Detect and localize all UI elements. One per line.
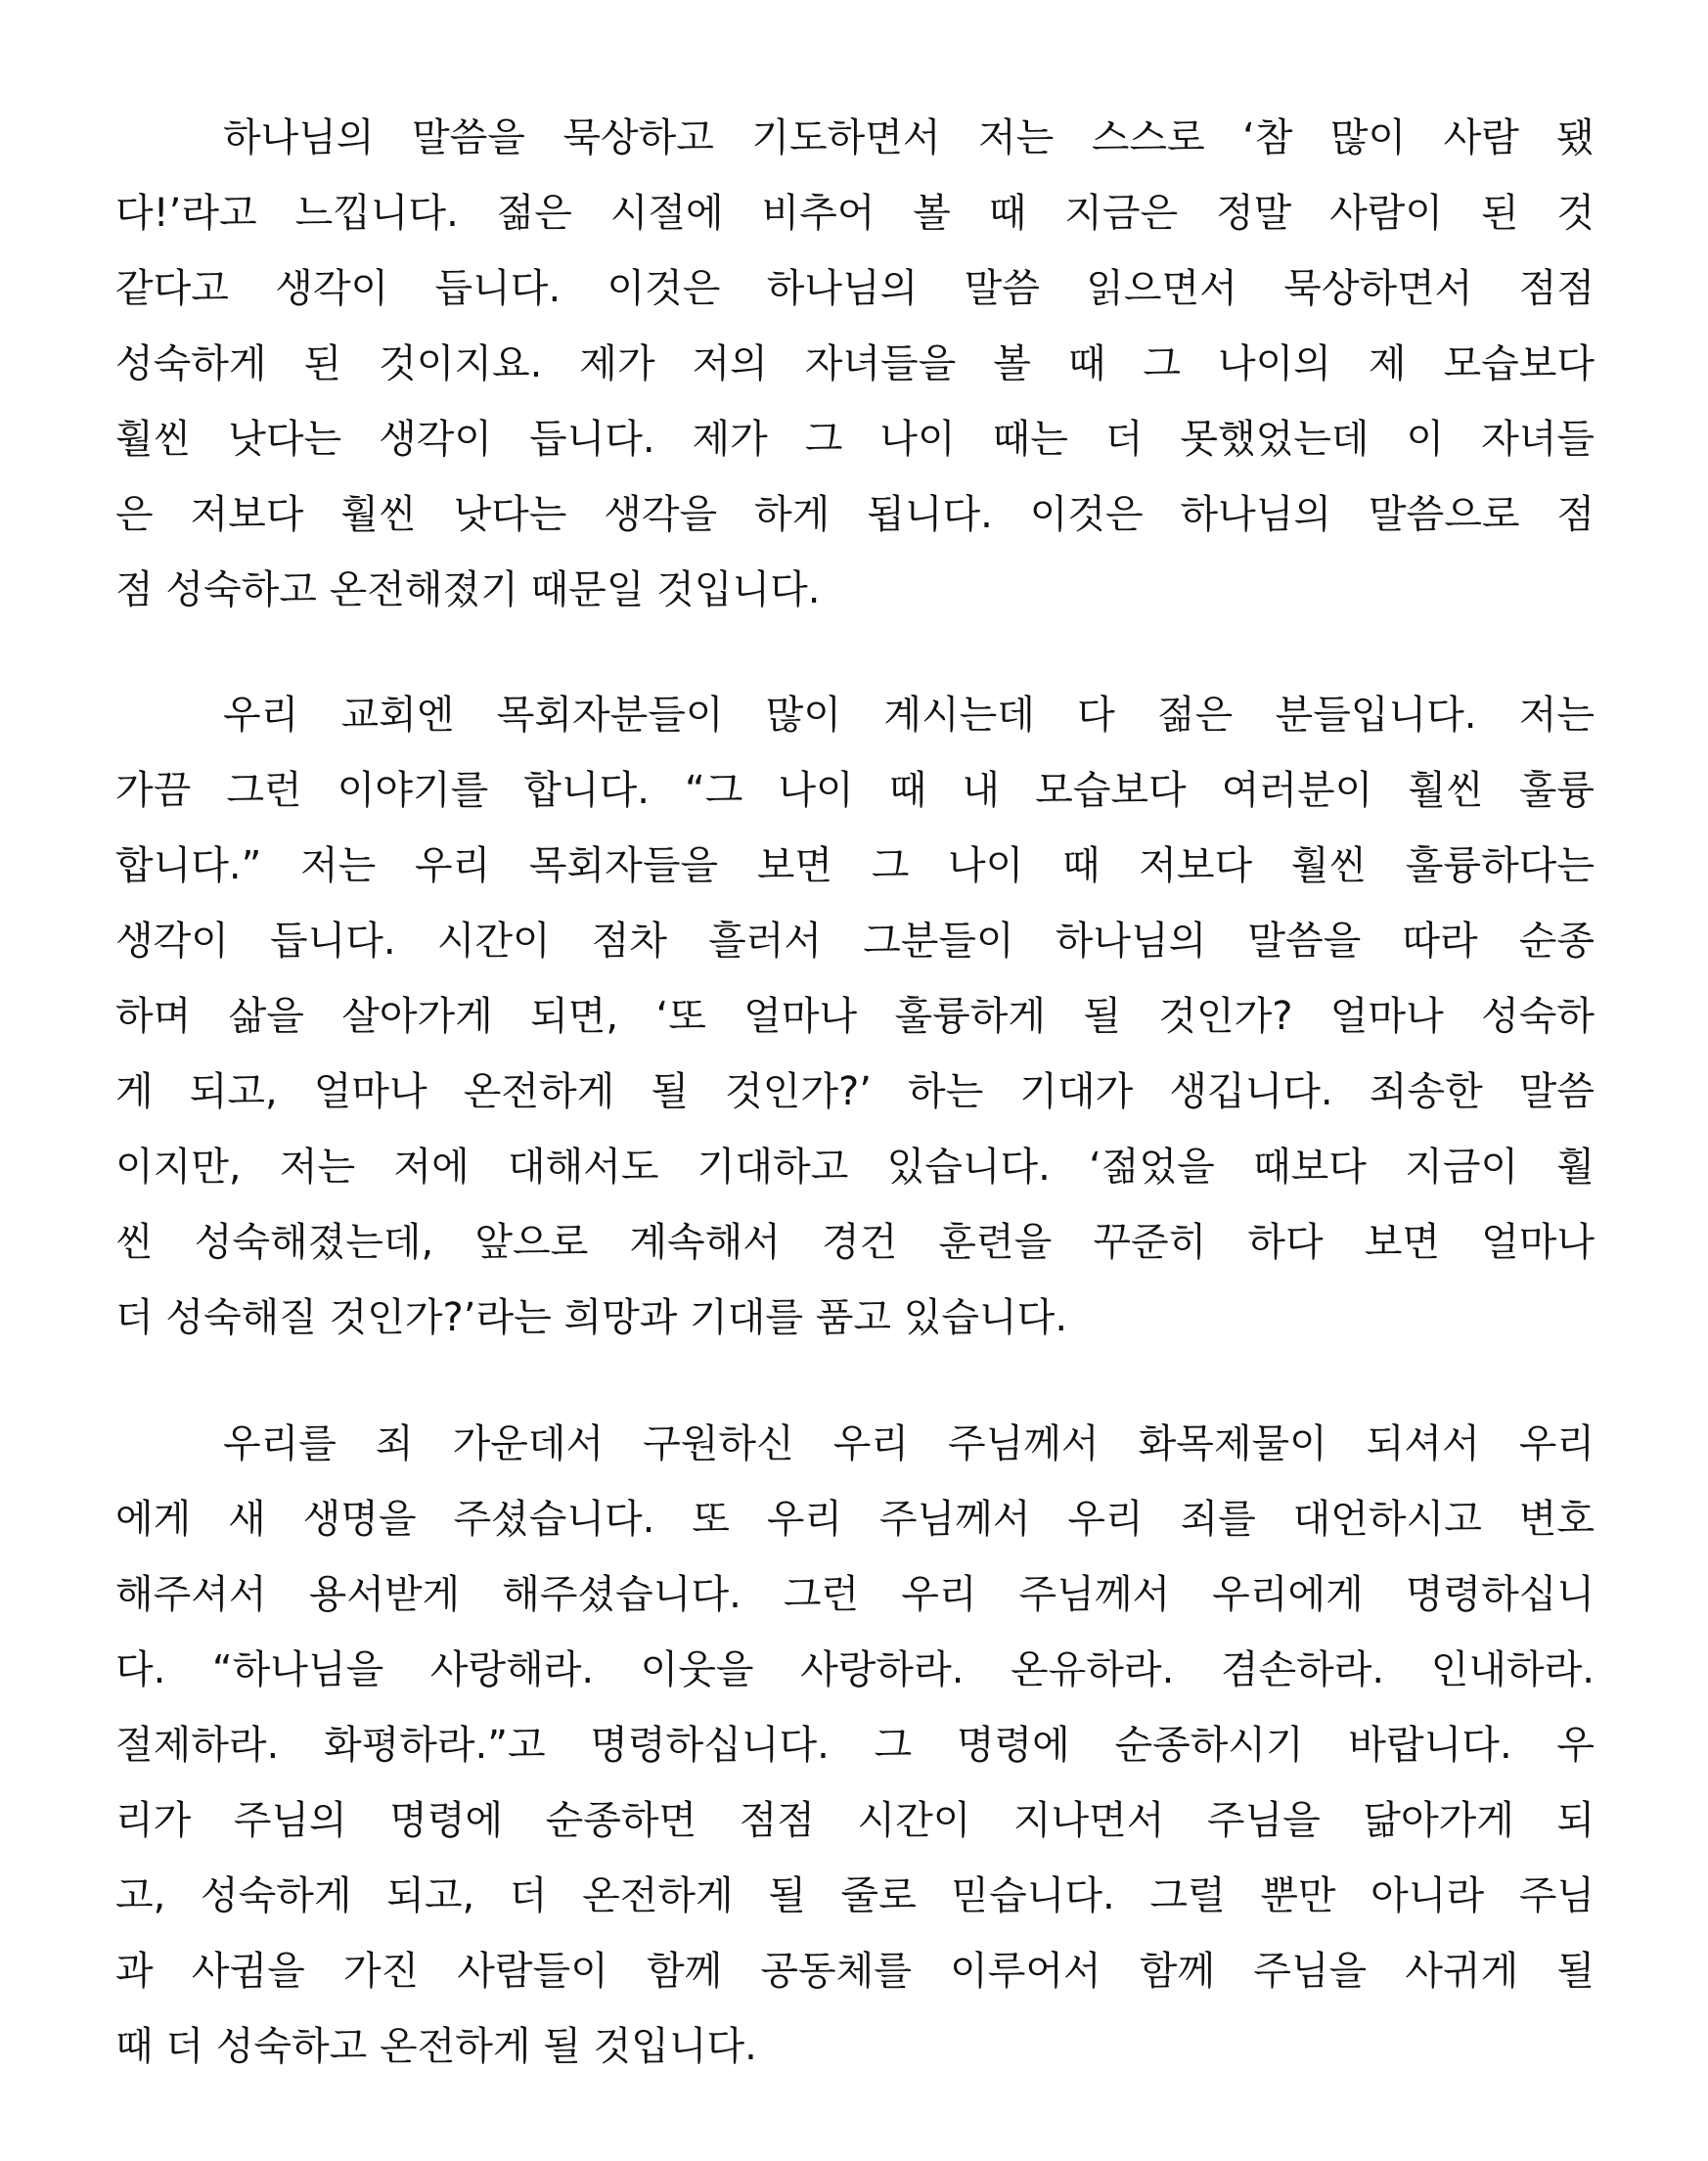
text-line: 하며 삶을 살아가게 되면, ‘또 얼마나 훌륭하게 될 것인가? 얼마나 성숙하: [115, 994, 1595, 1039]
text-line: 은 저보다 훨씬 낫다는 생각을 하게 됩니다. 이것은 하나님의 말씀으로 점: [115, 492, 1595, 537]
paragraph-1: [115, 101, 1595, 628]
text-line: 성숙하게 된 것이지요. 제가 저의 자녀들을 볼 때 그 나이의 제 모습보다: [115, 341, 1595, 386]
text-line: 다. “하나님을 사랑해라. 이웃을 사랑하라. 온유하라. 겸손하라. 인내하라.: [115, 1647, 1595, 1692]
text-line: 리가 주님의 명령에 순종하면 점점 시간이 지나면서 주님을 닮아가게 되: [115, 1798, 1595, 1843]
text-line: 이지만, 저는 저에 대해서도 기대하고 있습니다. ‘젊었을 때보다 지금이 훨: [115, 1145, 1595, 1190]
text-line: 점 성숙하고 온전해졌기 때문일 것입니다.: [115, 567, 821, 612]
text-line: 다!’라고 느낍니다. 젊은 시절에 비추어 볼 때 지금은 정말 사람이 된 것: [115, 191, 1595, 236]
text-line: 게 되고, 얼마나 온전하게 될 것인가?’ 하는 기대가 생깁니다. 죄송한 말씀: [115, 1069, 1595, 1114]
text-line: 우리를 죄 가운데서 구원하신 우리 주님께서 화목제물이 되셔서 우리: [223, 1421, 1595, 1466]
paragraph-3: [115, 1407, 1595, 2085]
text-line: 때 더 성숙하고 온전하게 될 것입니다.: [115, 2024, 757, 2069]
text-line: 과 사귐을 가진 사람들이 함께 공동체를 이루어서 함께 주님을 사귀게 될: [115, 1949, 1595, 1994]
paragraph-2: [115, 678, 1595, 1356]
text-line: 씬 성숙해졌는데, 앞으로 계속해서 경건 훈련을 꾸준히 하다 보면 얼마나: [115, 1220, 1595, 1265]
text-line: 하나님의 말씀을 묵상하고 기도하면서 저는 스스로 ‘참 많이 사람 됐: [223, 115, 1595, 160]
text-line: 해주셔서 용서받게 해주셨습니다. 그런 우리 주님께서 우리에게 명령하십니: [115, 1572, 1595, 1617]
text-line: 가끔 그런 이야기를 합니다. “그 나이 때 내 모습보다 여러분이 훨씬 훌륭: [115, 768, 1595, 813]
text-line: 절제하라. 화평하라.”고 명령하십니다. 그 명령에 순종하시기 바랍니다. 우: [115, 1723, 1595, 1768]
text-line: 같다고 생각이 듭니다. 이것은 하나님의 말씀 읽으면서 묵상하면서 점점: [115, 266, 1595, 311]
text-line: 생각이 듭니다. 시간이 점차 흘러서 그분들이 하나님의 말씀을 따라 순종: [115, 919, 1595, 964]
text-line: 합니다.” 저는 우리 목회자들을 보면 그 나이 때 저보다 훨씬 훌륭하다는: [115, 843, 1595, 888]
text-line: 우리 교회엔 목회자분들이 많이 계시는데 다 젊은 분들입니다. 저는: [223, 693, 1595, 738]
text-line: 훨씬 낫다는 생각이 듭니다. 제가 그 나이 때는 더 못했었는데 이 자녀들: [115, 417, 1595, 462]
text-line: 더 성숙해질 것인가?’라는 희망과 기대를 품고 있습니다.: [115, 1295, 1068, 1340]
text-line: 에게 새 생명을 주셨습니다. 또 우리 주님께서 우리 죄를 대언하시고 변호: [115, 1497, 1595, 1542]
text-line: 고, 성숙하게 되고, 더 온전하게 될 줄로 믿습니다. 그럴 뿐만 아니라 주님: [115, 1873, 1595, 1918]
